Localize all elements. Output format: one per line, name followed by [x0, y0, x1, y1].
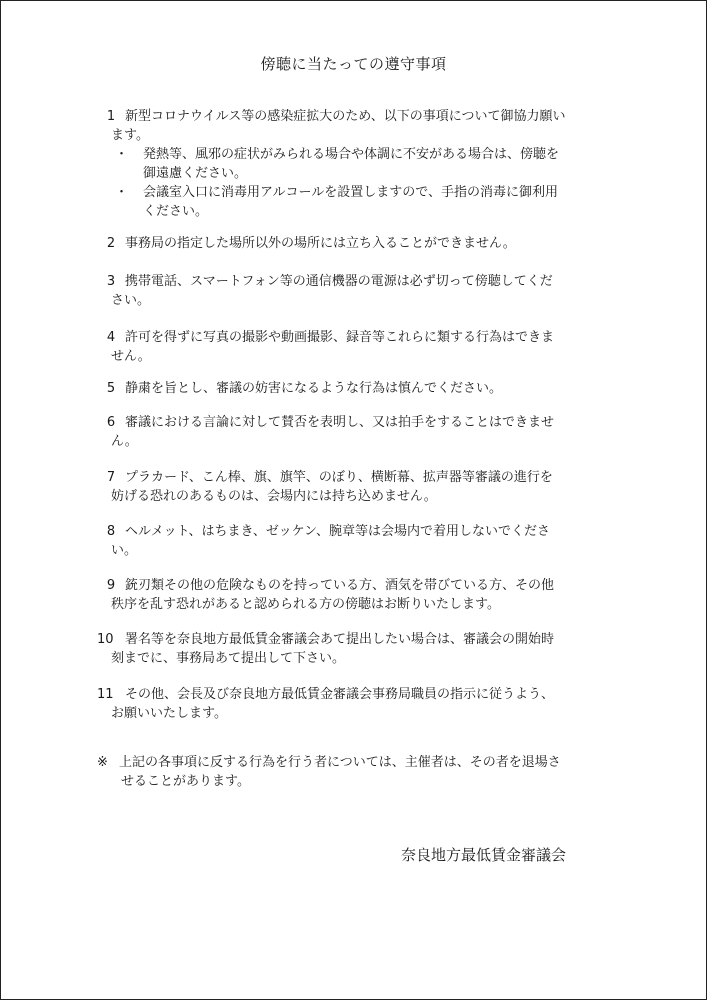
bullet-text-line: 御遠慮ください。	[143, 166, 248, 181]
rule-item-4	[97, 328, 617, 366]
item-text-line: い。	[111, 543, 138, 558]
item-text-line: 新型コロナウイルス等の感染症拡大のため、以下の事項について御協力願い	[125, 109, 566, 124]
rule-item-11	[97, 685, 617, 723]
item-number: 9	[106, 578, 116, 593]
item-text-line: 銃刃類その他の危険なものを持っている方、酒気を帯びている方、その他	[125, 578, 555, 593]
note-text-line: 上記の各事項に反する行為を行う者については、主催者は、その者を退場さ	[119, 755, 561, 770]
bullet-text-line: 会議室入口に消毒用アルコールを設置しますので、手指の消毒に御利用	[143, 185, 558, 200]
item-text-line: ヘルメット、はちまき、ゼッケン、腕章等は会場内で着用しないでくださ	[125, 524, 550, 539]
item-text-line: その他、会長及び奈良地方最低賃金審議会事務局職員の指示に従うよう、	[125, 687, 555, 702]
rule-item-9	[97, 576, 617, 614]
item-text-line: 審議における言論に対して賛否を表明し、又は拍手をすることはできませ	[125, 415, 555, 430]
item-number: 1	[106, 109, 116, 124]
bullet-mark: ・	[115, 185, 129, 200]
item-text-line: ん。	[111, 434, 138, 449]
item-text-line: せん。	[111, 349, 151, 364]
note-mark: ※	[97, 755, 108, 770]
item-text-line: さい。	[111, 293, 151, 308]
item-text-line: 刻までに、事務局あて提出して下さい。	[111, 651, 346, 666]
item-number: 4	[106, 330, 116, 345]
organization-name: 奈良地方最低賃金審議会	[401, 846, 567, 864]
item-number: 6	[106, 415, 116, 430]
rule-item-3	[97, 272, 617, 310]
item-text-line: 許可を得ずに写真の撮影や動画撮影、録音等これらに類する行為はできま	[125, 330, 555, 345]
item-text-line: プラカード、こん棒、旗、旗竿、のぼり、横断幕、拡声器等審議の進行を	[125, 470, 553, 485]
item-text-line: 静粛を旨とし、審議の妨害になるような行為は慎んでください。	[125, 381, 503, 396]
item-text-line: ます。	[111, 128, 149, 143]
rule-item-8	[97, 522, 617, 560]
item-text-line: 秩序を乱す恐れがあると認められる方の傍聴はお断りいたします。	[111, 597, 500, 612]
item-text-line: 携帯電話、スマートフォン等の通信機器の電源は必ず切って傍聴してくだ	[125, 274, 553, 289]
item-number: 3	[106, 274, 116, 289]
rule-item-1	[97, 107, 617, 221]
page-title: 傍聴に当たっての遵守事項	[260, 55, 447, 73]
rule-item-2	[97, 234, 617, 253]
note-text-line: せることがあります。	[121, 774, 250, 789]
rule-item-5	[97, 379, 617, 398]
item-number: 7	[106, 470, 116, 485]
rule-item-6	[97, 413, 617, 451]
rule-item-7	[97, 468, 617, 506]
item-number: 10	[97, 632, 114, 647]
item-text-line: お願いいたします。	[111, 706, 227, 721]
item-number: 2	[106, 236, 116, 251]
bullet-text-line: ください。	[143, 204, 209, 219]
item-text-line: 妨げる恐れのあるものは、会場内には持ち込めません。	[111, 489, 437, 504]
rule-item-10	[97, 630, 617, 668]
bullet-text-line: 発熱等、風邪の症状がみられる場合や体調に不安がある場合は、傍聴を	[143, 147, 560, 162]
bullet-mark: ・	[115, 147, 129, 162]
item-number: 11	[97, 687, 114, 702]
note-block	[97, 753, 617, 791]
item-number: 8	[106, 524, 116, 539]
item-text-line: 事務局の指定した場所以外の場所には立ち入ることができません。	[125, 236, 516, 251]
item-text-line: 署名等を奈良地方最低賃金審議会あて提出したい場合は、審議会の開始時	[125, 632, 555, 647]
item-number: 5	[106, 381, 116, 396]
